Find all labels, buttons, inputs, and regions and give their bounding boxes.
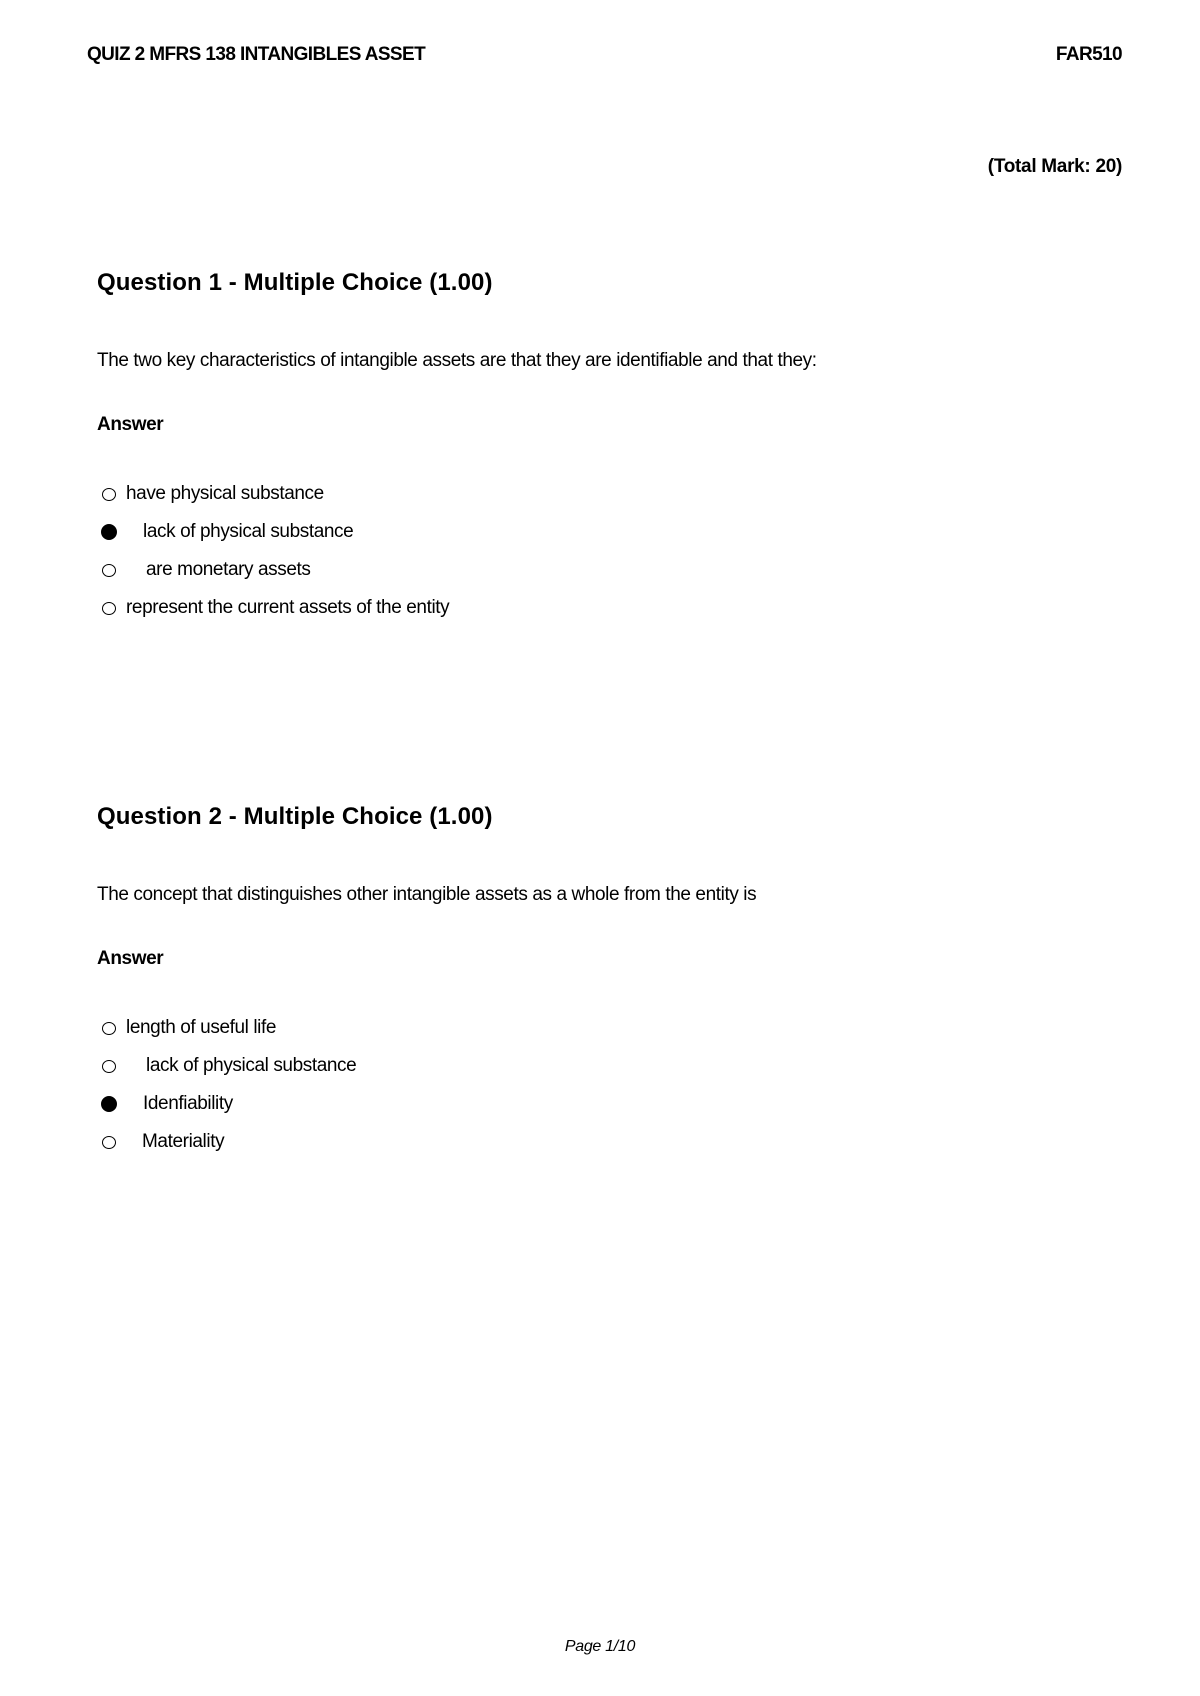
option-label: Materiality bbox=[142, 1131, 225, 1152]
answer-option[interactable] bbox=[97, 513, 449, 551]
answer-option[interactable] bbox=[97, 475, 449, 513]
radio-selected-icon[interactable] bbox=[101, 524, 117, 540]
question-title: Question 2 - Multiple Choice (1.00) bbox=[97, 803, 493, 830]
answer-label: Answer bbox=[97, 948, 164, 969]
option-label: lack of physical substance bbox=[146, 1055, 357, 1076]
answer-label: Answer bbox=[97, 414, 164, 435]
radio-unselected-icon[interactable] bbox=[102, 1022, 116, 1035]
question-text: The concept that distinguishes other intangible assets as a whole from the entity is bbox=[97, 884, 757, 905]
answer-option[interactable] bbox=[97, 1085, 356, 1123]
option-label: represent the current assets of the entity bbox=[126, 597, 450, 618]
answer-option[interactable] bbox=[97, 1009, 356, 1047]
option-label: lack of physical substance bbox=[143, 521, 354, 542]
total-mark: (Total Mark: 20) bbox=[987, 156, 1122, 177]
option-label: Idenfiability bbox=[143, 1093, 233, 1114]
question-2 bbox=[97, 802, 1117, 1152]
document-title: QUIZ 2 MFRS 138 INTANGIBLES ASSET bbox=[87, 44, 426, 65]
answer-options bbox=[97, 1009, 356, 1161]
course-code: FAR510 bbox=[1055, 44, 1122, 65]
answer-options bbox=[97, 475, 449, 627]
answer-option[interactable] bbox=[97, 1047, 356, 1085]
radio-unselected-icon[interactable] bbox=[102, 1060, 116, 1073]
radio-unselected-icon[interactable] bbox=[102, 488, 116, 501]
question-title: Question 1 - Multiple Choice (1.00) bbox=[97, 269, 493, 296]
question-1 bbox=[97, 268, 1117, 618]
radio-unselected-icon[interactable] bbox=[102, 564, 116, 577]
option-label: length of useful life bbox=[126, 1017, 277, 1038]
answer-option[interactable] bbox=[97, 589, 449, 627]
page-number: Page 1/10 bbox=[564, 1638, 636, 1655]
option-label: have physical substance bbox=[126, 483, 324, 504]
answer-option[interactable] bbox=[97, 1123, 356, 1161]
radio-unselected-icon[interactable] bbox=[102, 1136, 116, 1149]
answer-option[interactable] bbox=[97, 551, 449, 589]
radio-selected-icon[interactable] bbox=[101, 1096, 117, 1112]
option-label: are monetary assets bbox=[146, 559, 311, 580]
question-text: The two key characteristics of intangible assets are that they are identifiable and that they: bbox=[97, 350, 817, 371]
radio-unselected-icon[interactable] bbox=[102, 602, 116, 615]
